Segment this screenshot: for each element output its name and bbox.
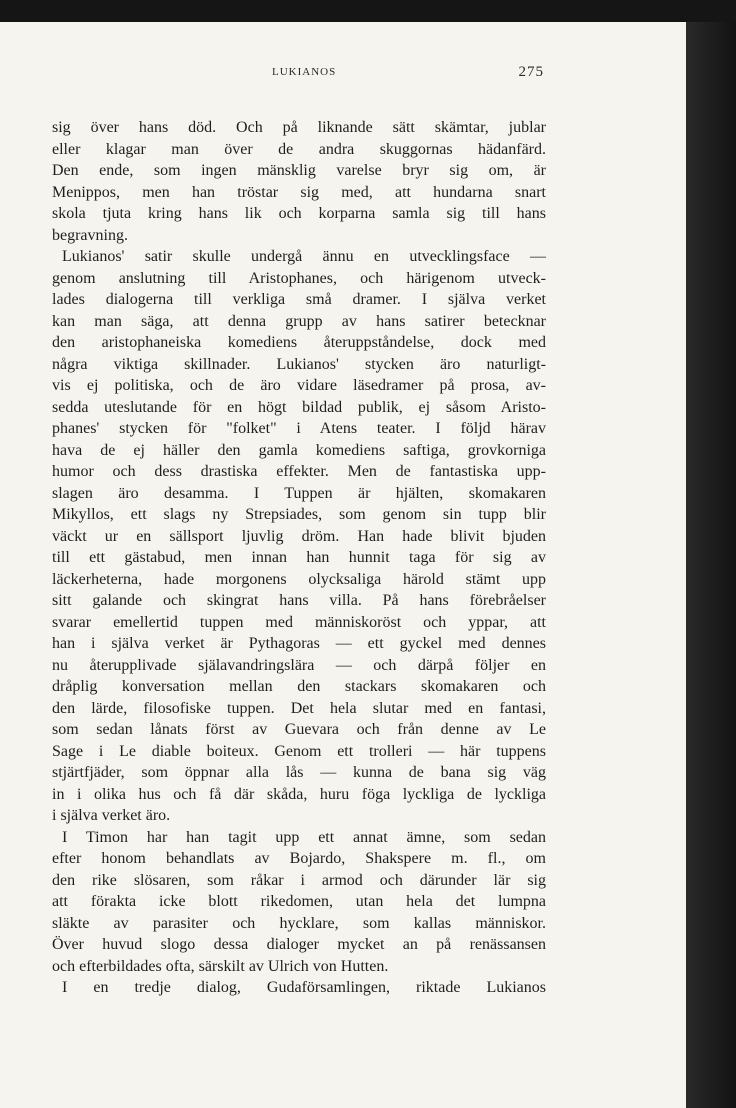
- text-line: att förakta icke blott rikedomen, utan hela det lumpna: [52, 893, 546, 910]
- text-line: dråplig konversation mellan den stackars skomakaren och: [52, 678, 546, 695]
- text-line: I en tredje dialog, Gudaförsamlingen, riktade Lukianos: [62, 979, 546, 996]
- text-line: stjärtfjäder, som öppnar alla lås — kunna de bana sig väg: [52, 764, 546, 781]
- text-line: efter honom behandlats av Bojardo, Shakspere m. fl., om: [52, 850, 546, 867]
- text-line: kan man säga, att denna grupp av hans satirer betecknar: [52, 312, 546, 330]
- scan-border: [0, 0, 736, 22]
- text-line: väckt ur en sällsport ljuvlig dröm. Han hade blivit bjuden: [52, 527, 546, 545]
- running-head: [50, 66, 544, 86]
- text-line: sig över hans död. Och på liknande sätt skämtar, jublar: [52, 119, 546, 136]
- text-line: Över huvud slogo dessa dialoger mycket an på renässansen: [52, 936, 546, 953]
- text-line: den lärde, filosofiske tuppen. Det hela slutar med en fantasi,: [52, 699, 546, 717]
- text-line: läckerheterna, hade morgonens olycksaliga härold stämt upp: [52, 570, 546, 588]
- text-line: slagen äro desamma. I Tuppen är hjälten, skomakaren: [52, 484, 546, 502]
- text-line: eller klagar man över de andra skuggornas hädanfärd.: [52, 140, 546, 158]
- text-line: in i olika hus och få där skåda, huru föga lyckliga de lyckliga: [52, 785, 546, 803]
- scan-shadow-edge: [686, 22, 736, 1108]
- text-line: Mikyllos, ett slags ny Strepsiades, som genom sin tupp blir: [52, 506, 546, 523]
- text-line: till ett gästabud, men innan han hunnit taga för sig av: [52, 549, 546, 566]
- text-line: skola tjuta kring hans lik och korparna samla sig till hans: [52, 205, 546, 222]
- text-line: som sedan lånats först av Guevara och från denne av Le: [52, 721, 546, 738]
- text-line: phanes' stycken för "folket" i Atens teater. I följd härav: [52, 420, 546, 437]
- text-line: nu återupplivade själavandringslära — och därpå följer en: [52, 656, 546, 674]
- text-line: några viktiga skillnader. Lukianos' stycken äro naturligt-: [52, 355, 546, 373]
- text-line: han i själva verket är Pythagoras — ett gyckel med dennes: [52, 635, 546, 652]
- text-line: den aristophaneiska komediens återuppståndelse, dock med: [52, 334, 546, 351]
- text-line: Den ende, som ingen mänsklig varelse bryr sig om, är: [52, 162, 546, 179]
- text-line: begravning.: [52, 226, 128, 244]
- body-text: [52, 117, 546, 999]
- text-line: humor och dess drastiska effekter. Men de fantastiska upp-: [52, 463, 546, 480]
- text-line: hava de ej häller den gamla komediens saftiga, grovkorniga: [52, 441, 546, 459]
- text-line: i själva verket äro.: [52, 807, 171, 824]
- text-line: lades dialogerna till verkliga små dramer. I själva verket: [52, 291, 546, 308]
- text-line: svarar emellertid tuppen med människoröst och yppar, att: [52, 613, 546, 631]
- text-line: släkte av parasiter och hycklare, som kallas människor.: [52, 914, 546, 932]
- running-head-title: LUKIANOS: [272, 66, 337, 78]
- text-line: Menippos, men han tröstar sig med, att hundarna snart: [52, 183, 546, 201]
- text-line: genom anslutning till Aristophanes, och härigenom utveck-: [52, 269, 546, 287]
- text-line: sitt galande och skingrat hans villa. På hans förebråelser: [52, 592, 546, 609]
- text-line: vis ej politiska, och de äro vidare läsedramer på prosa, av-: [52, 377, 546, 394]
- text-line: Sage i Le diable boiteux. Genom ett trolleri — här tuppens: [52, 742, 546, 760]
- text-line: Lukianos' satir skulle undergå ännu en utvecklingsface —: [62, 248, 546, 265]
- page-number: 275: [518, 64, 544, 80]
- text-line: och efterbildades ofta, särskilt av Ulrich von Hutten.: [52, 957, 389, 975]
- text-line: den rike slösaren, som råkar i armod och därunder lär sig: [52, 871, 546, 889]
- text-line: I Timon har han tagit upp ett annat ämne, som sedan: [62, 828, 546, 846]
- text-line: sedda uteslutande för en högt bildad publik, ej såsom Aristo-: [52, 398, 546, 416]
